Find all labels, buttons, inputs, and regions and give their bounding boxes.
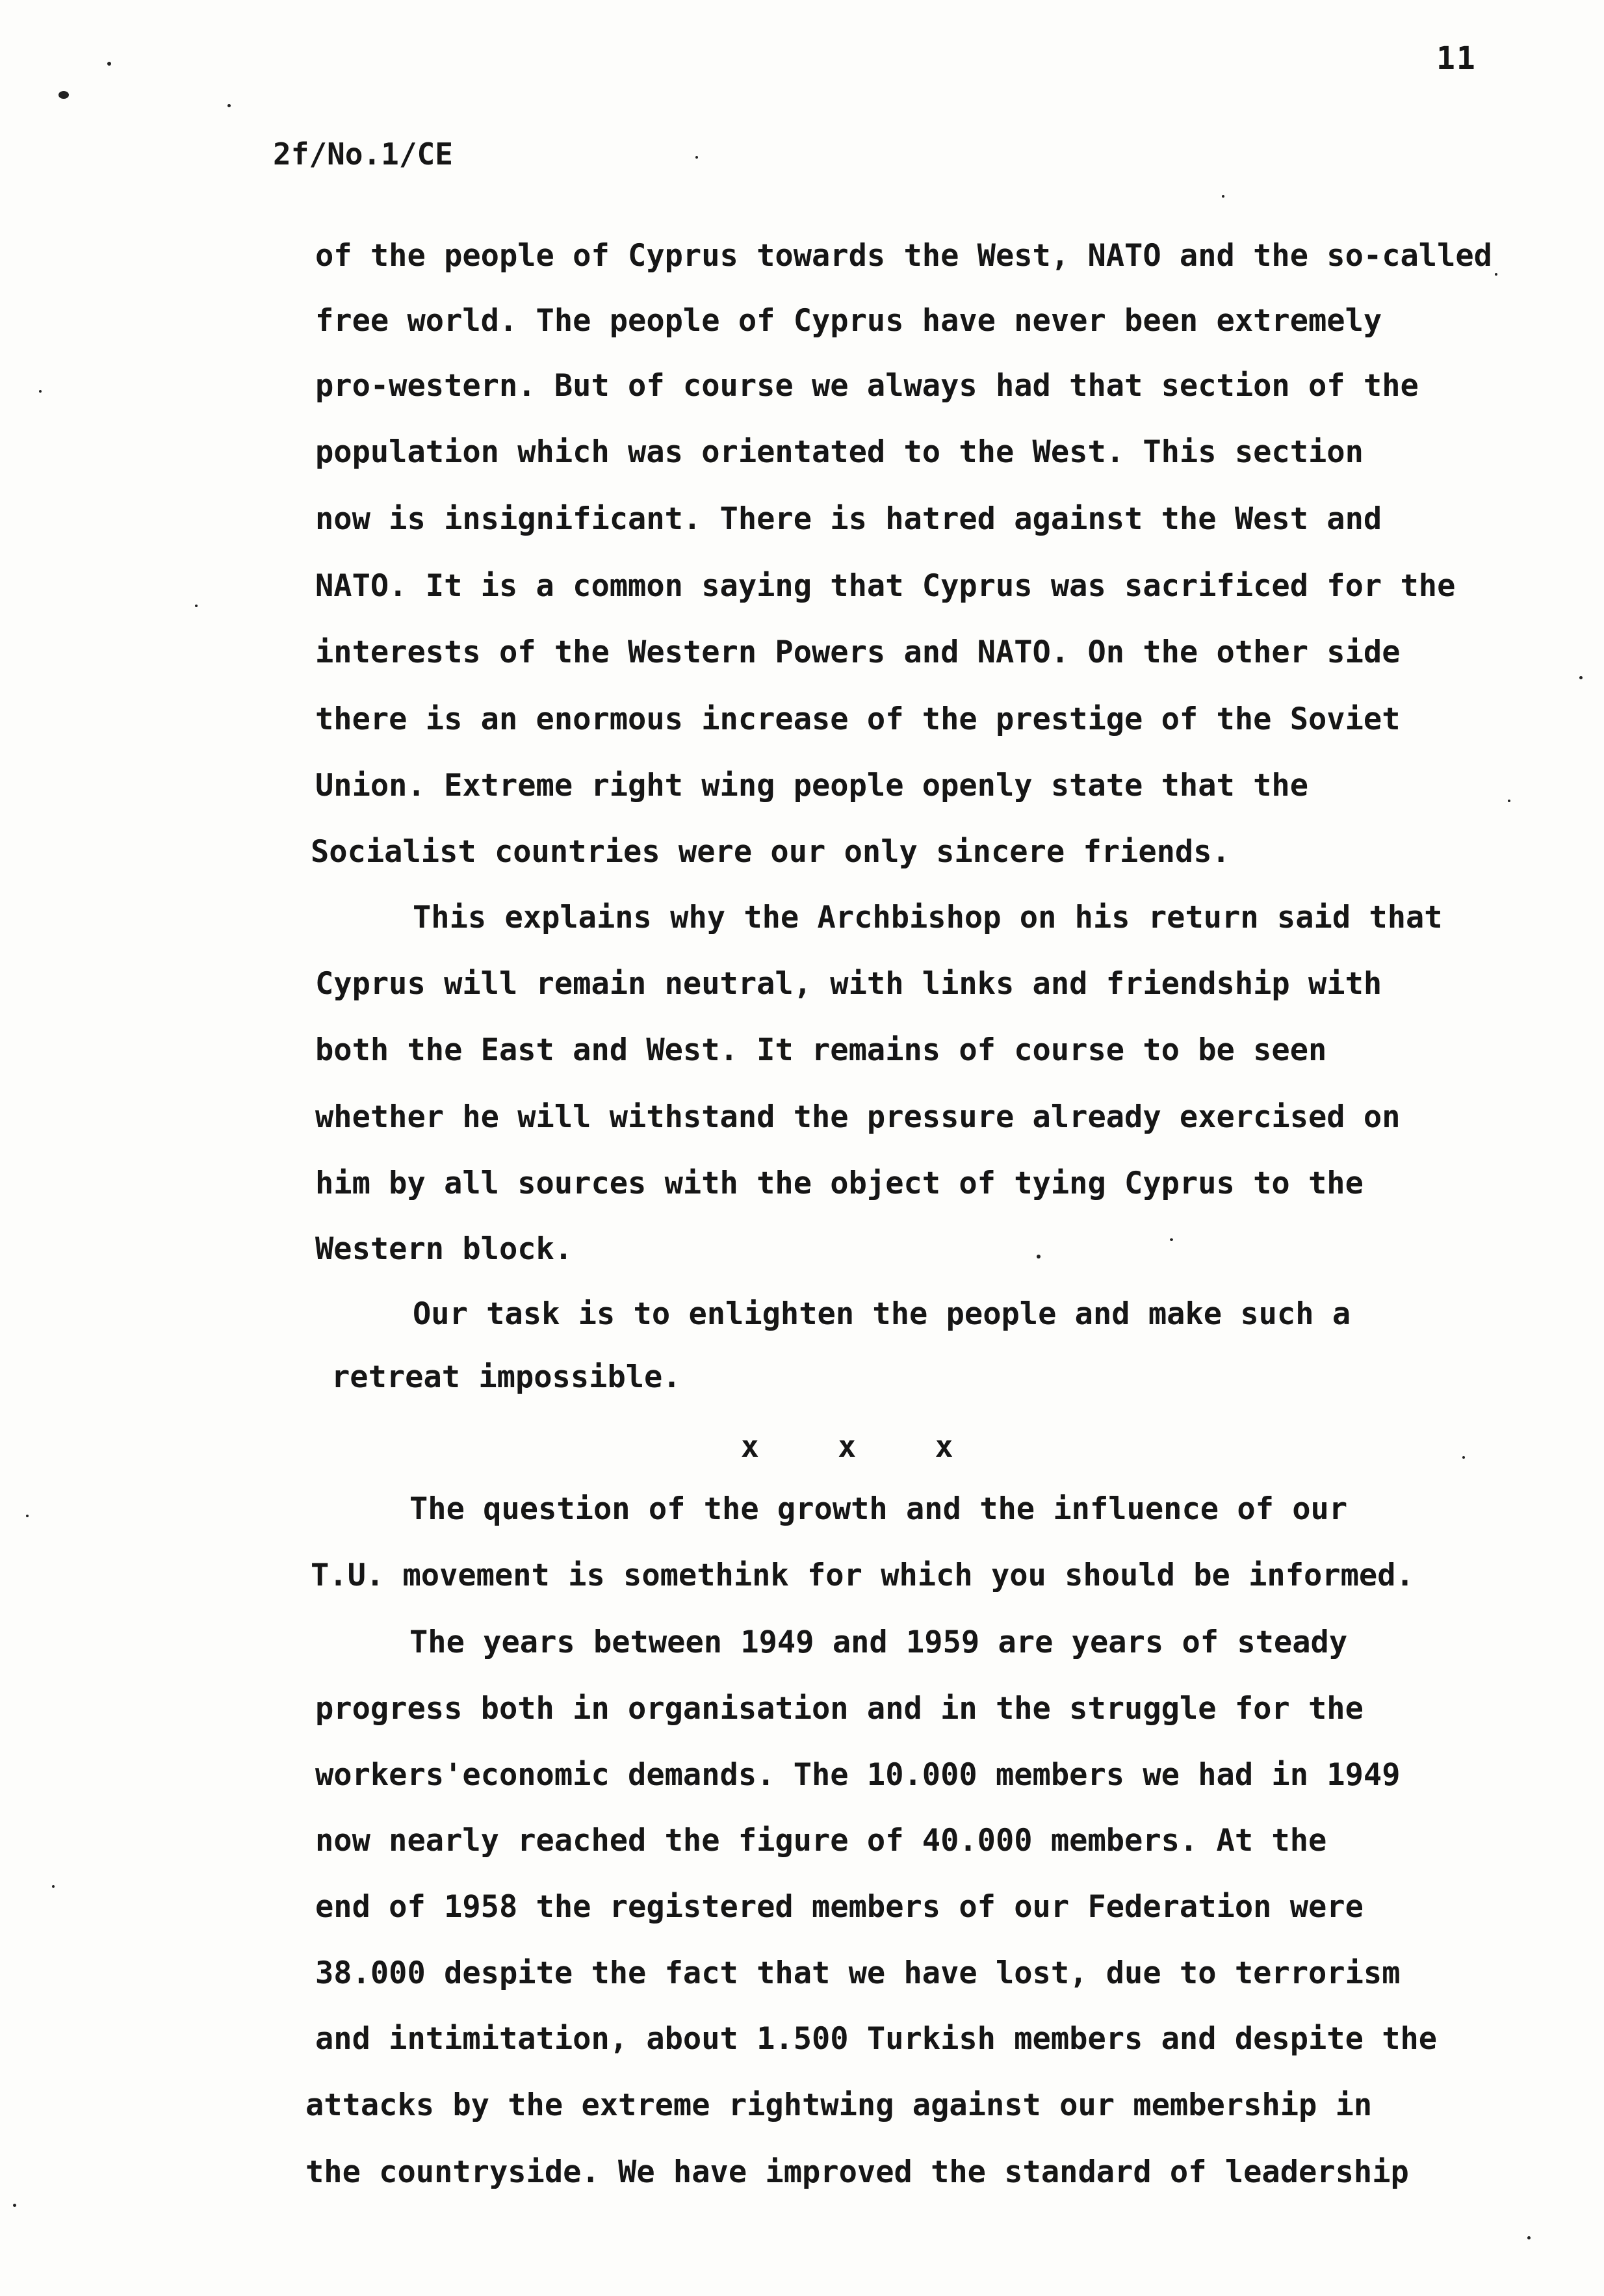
scan-speck xyxy=(39,390,42,393)
paragraph-2-line: whether he will withstand the pressure already exercised on xyxy=(315,1099,1401,1135)
scan-speck xyxy=(1170,1238,1173,1241)
scan-speck xyxy=(58,91,69,99)
paragraph-1-line: there is an enormous increase of the prestige of the Soviet xyxy=(315,701,1401,737)
paragraph-5-line: now nearly reached the figure of 40.000 members. At the xyxy=(315,1823,1327,1859)
paragraph-5-line: attacks by the extreme rightwing against our membership in xyxy=(305,2087,1373,2123)
scan-speck xyxy=(695,156,698,159)
paragraph-1-line: interests of the Western Powers and NATO. On the other side xyxy=(315,634,1401,670)
scan-speck xyxy=(1222,195,1224,198)
paragraph-3-line: retreat impossible. xyxy=(331,1359,681,1395)
paragraph-5-line: 38.000 despite the fact that we have lost, due to terrorism xyxy=(315,1955,1401,1991)
paragraph-5-line: and intimitation, about 1.500 Turkish members and despite the xyxy=(315,2021,1438,2057)
paragraph-4-line: T.U. movement is somethink for which you should be informed. xyxy=(311,1558,1414,1593)
paragraph-1-line: of the people of Cyprus towards the West, NATO and the so-called xyxy=(315,238,1492,274)
scan-speck xyxy=(26,1515,29,1517)
scan-speck xyxy=(1462,1456,1465,1459)
paragraph-5-line: the countryside. We have improved the standard of leadership xyxy=(305,2154,1409,2190)
paragraph-5-line: The years between 1949 and 1959 are years of steady xyxy=(409,1624,1348,1660)
paragraph-1-line: Union. Extreme right wing people openly state that the xyxy=(315,768,1309,803)
scan-speck xyxy=(13,2204,16,2207)
paragraph-1-line: Socialist countries were our only sincere friends. xyxy=(311,834,1230,870)
paragraph-2-line: both the East and West. It remains of course to be seen xyxy=(315,1032,1327,1068)
paragraph-1-line: NATO. It is a common saying that Cyprus was sacrificed for the xyxy=(315,568,1456,604)
paragraph-2-line: Cyprus will remain neutral, with links and friendship with xyxy=(315,966,1382,1002)
paragraph-1-line: pro-western. But of course we always had that section of the xyxy=(315,368,1419,404)
scan-speck xyxy=(1527,2236,1531,2239)
scan-speck xyxy=(227,104,231,107)
paragraph-1-line: now is insignificant. There is hatred against the West and xyxy=(315,501,1382,537)
document-reference: 2f/No.1/CE xyxy=(273,137,453,172)
paragraph-3-line: Our task is to enlighten the people and make such a xyxy=(413,1296,1351,1332)
page-number: 11 xyxy=(1436,40,1477,77)
paragraph-1-line: free world. The people of Cyprus have never been extremely xyxy=(315,303,1382,339)
scan-speck xyxy=(195,605,198,607)
paragraph-5-line: end of 1958 the registered members of our Federation were xyxy=(315,1889,1364,1925)
section-divider: x x x xyxy=(741,1429,955,1464)
scan-speck xyxy=(1508,800,1510,802)
paragraph-2-line: Western block. xyxy=(315,1231,573,1267)
scan-speck xyxy=(1579,676,1583,679)
scan-speck xyxy=(1495,273,1497,276)
paragraph-4-line: The question of the growth and the influence of our xyxy=(409,1491,1348,1527)
scan-speck xyxy=(1037,1255,1041,1259)
paragraph-1-line: population which was orientated to the West. This section xyxy=(315,434,1364,470)
paragraph-5-line: workers'economic demands. The 10.000 members we had in 1949 xyxy=(315,1757,1401,1793)
paragraph-2-line: This explains why the Archbishop on his return said that xyxy=(413,900,1443,935)
paragraph-5-line: progress both in organisation and in the struggle for the xyxy=(315,1691,1364,1727)
scan-speck xyxy=(52,1885,55,1888)
paragraph-2-line: him by all sources with the object of tying Cyprus to the xyxy=(315,1166,1364,1201)
scan-speck xyxy=(107,62,111,66)
